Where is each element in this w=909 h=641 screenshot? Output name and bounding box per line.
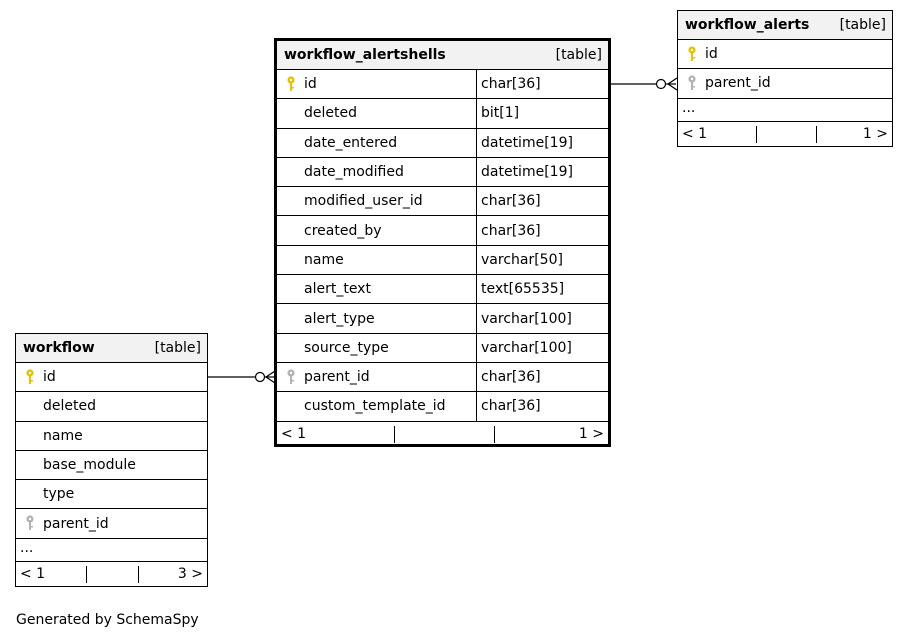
column-row[interactable] xyxy=(277,129,608,158)
table-footer xyxy=(277,422,608,446)
footer-right: 1 > xyxy=(862,125,888,142)
table-name: workflow xyxy=(23,340,95,356)
table-workflow[interactable] xyxy=(15,333,208,587)
column-row[interactable] xyxy=(277,334,608,363)
column-name: alert_text xyxy=(277,275,477,303)
column-row[interactable] xyxy=(678,69,892,98)
column-name: alert_type xyxy=(277,304,477,332)
column-row[interactable] xyxy=(16,451,207,480)
foreign-key-icon xyxy=(25,515,35,531)
footer-separator xyxy=(816,126,817,143)
footer-separator xyxy=(86,566,87,583)
footer-left: < 1 xyxy=(682,125,708,142)
column-name: name xyxy=(43,427,83,444)
footer-separator xyxy=(138,566,139,583)
column-row[interactable] xyxy=(678,40,892,69)
column-row[interactable] xyxy=(16,509,207,538)
footer-right: 1 > xyxy=(578,425,604,442)
generated-by-note: Generated by SchemaSpy xyxy=(16,612,199,628)
column-row[interactable] xyxy=(277,275,608,304)
column-row[interactable] xyxy=(277,187,608,216)
column-row[interactable] xyxy=(277,216,608,245)
column-row[interactable] xyxy=(16,422,207,451)
column-row[interactable] xyxy=(16,363,207,392)
table-header xyxy=(678,11,892,40)
foreign-key-icon xyxy=(687,75,697,91)
relation-workflow-to-alertshells xyxy=(208,371,275,383)
column-name: source_type xyxy=(277,334,477,362)
column-row[interactable] xyxy=(16,480,207,509)
footer-separator xyxy=(394,426,395,443)
column-type: datetime[19] xyxy=(481,164,573,181)
column-name: id xyxy=(277,70,477,98)
primary-key-icon xyxy=(25,369,35,385)
column-type: bit[1] xyxy=(481,105,520,122)
table-workflow-alertshells[interactable] xyxy=(274,38,611,447)
column-name: date_entered xyxy=(277,129,477,157)
table-name: workflow_alerts xyxy=(685,17,810,33)
column-name: deleted xyxy=(277,99,477,127)
column-type: char[36] xyxy=(481,76,541,93)
column-name: date_modified xyxy=(277,158,477,186)
column-name: id xyxy=(705,46,718,63)
column-name: parent_id xyxy=(43,515,109,532)
footer-separator xyxy=(756,126,757,143)
foreign-key-icon xyxy=(286,369,296,385)
table-footer xyxy=(678,122,892,146)
table-workflow-alerts[interactable] xyxy=(677,10,893,147)
column-row[interactable] xyxy=(277,304,608,333)
column-type: char[36] xyxy=(481,369,541,386)
column-row[interactable] xyxy=(16,392,207,421)
primary-key-icon xyxy=(286,76,296,92)
table-footer xyxy=(16,562,207,586)
column-name: deleted xyxy=(43,398,96,415)
column-type: varchar[100] xyxy=(481,310,572,327)
column-row[interactable] xyxy=(277,246,608,275)
table-kind: [table] xyxy=(839,17,886,33)
footer-left: < 1 xyxy=(281,425,307,442)
more-columns-ellipsis: ... xyxy=(678,99,892,122)
column-row[interactable] xyxy=(277,158,608,187)
column-name: parent_id xyxy=(277,363,477,391)
table-name: workflow_alertshells xyxy=(284,47,446,63)
footer-separator xyxy=(494,426,495,443)
column-name: parent_id xyxy=(705,75,771,92)
footer-right: 3 > xyxy=(177,565,203,582)
column-name: custom_template_id xyxy=(277,392,477,420)
column-name: created_by xyxy=(277,216,477,244)
column-row[interactable] xyxy=(277,392,608,421)
column-name: id xyxy=(43,369,56,386)
column-type: varchar[50] xyxy=(481,251,563,268)
table-kind: [table] xyxy=(154,340,201,356)
column-row[interactable] xyxy=(277,363,608,392)
column-name: base_module xyxy=(43,457,136,474)
column-type: char[36] xyxy=(481,193,541,210)
column-type: datetime[19] xyxy=(481,134,573,151)
column-type: text[65535] xyxy=(481,281,565,298)
column-row[interactable] xyxy=(277,99,608,128)
more-columns-ellipsis: ... xyxy=(16,539,207,562)
primary-key-icon xyxy=(687,46,697,62)
table-kind: [table] xyxy=(555,47,602,63)
column-name: modified_user_id xyxy=(277,187,477,215)
footer-left: < 1 xyxy=(20,565,46,582)
column-row[interactable] xyxy=(277,70,608,99)
table-header xyxy=(16,334,207,363)
relation-alertshells-to-alerts xyxy=(610,78,677,90)
column-name: name xyxy=(277,246,477,274)
column-name: type xyxy=(43,486,75,503)
column-type: char[36] xyxy=(481,222,541,239)
table-header xyxy=(277,41,608,70)
column-type: char[36] xyxy=(481,398,541,415)
column-type: varchar[100] xyxy=(481,339,572,356)
